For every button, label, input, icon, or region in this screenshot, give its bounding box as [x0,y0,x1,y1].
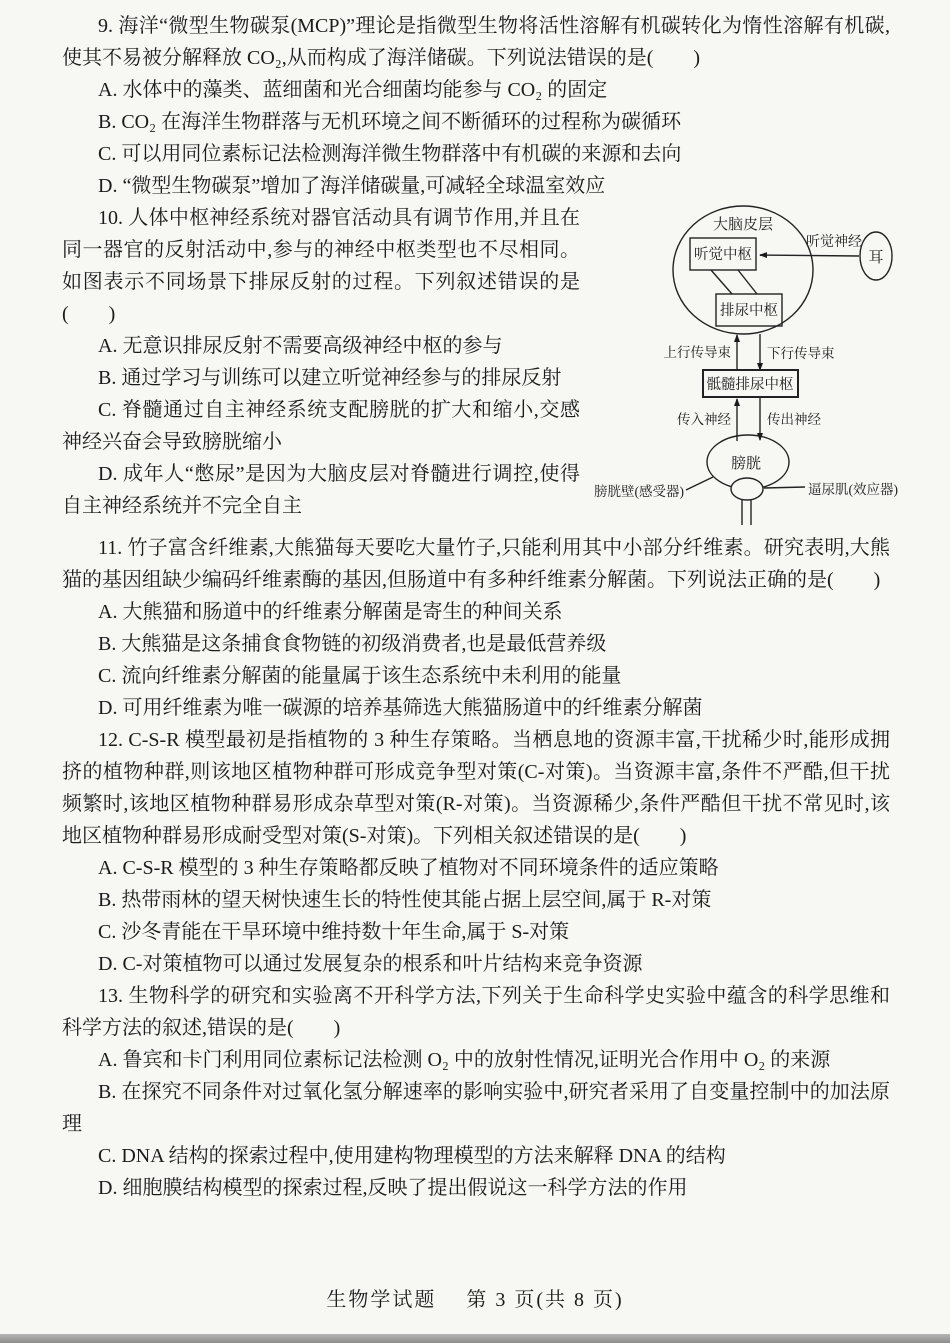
sacral-center-label: 骶髓排尿中枢 [706,377,794,393]
question-11-option-a: A. 大熊猫和肠道中的纤维素分解菌是寄生的种间关系 [98,601,563,623]
footer-page-number: 第 3 页(共 8 页) [466,1289,624,1311]
question-12-option-d: D. C-对策植物可以通过发展复杂的根系和叶片结构来竞争资源 [98,953,643,975]
question-13-option-d: D. 细胞膜结构模型的探索过程,反映了提出假说这一科学方法的作用 [98,1177,688,1199]
question-12-option-c: C. 沙冬青能在干旱环境中维持数十年生命,属于 S-对策 [98,921,570,943]
effector-leader-line [764,487,805,488]
question-11-stem: 11. 竹子富含纤维素,大熊猫每天要吃大量竹子,只能利用其中小部分纤维素。研究表明,大熊猫的基因组缺少编码纤维素酶的基因,但肠道中有多种纤维素分解菌。下列说法正确的是( ) [62,537,890,591]
urination-reflex-diagram [590,198,948,530]
bladder-wall-receptor-label: 膀胱壁(感受器) [594,484,684,499]
afferent-nerve-label: 传入神经 [677,412,731,427]
ear-label: 耳 [868,250,884,266]
auditory-center-label: 听觉中枢 [694,247,752,263]
question-12-option-b: B. 热带雨林的望天树快速生长的特性使其能占据上层空间,属于 R-对策 [98,889,712,911]
question-10 [62,202,898,522]
question-12-stem: 12. C-S-R 模型最初是指植物的 3 种生存策略。当栖息地的资源丰富,干扰稀少时,能形成拥挤的植物种群,则该地区植物种群可形成竞争型对策(C-对策)。当资源丰富,条件不严酷,但干扰频繁时,该地区植物种群易形成杂草型对策(R-对策)。当资源稀少,条件严酷但干扰不常见时,该地区植物种群易形成耐受型对策(S-对策)。下列相关叙述错误的是( ) [62,729,890,847]
question-11-option-d: D. 可用纤维素为唯一碳源的培养基筛选大熊猫肠道中的纤维素分解菌 [98,697,703,719]
question-10-stem: 10. 人体中枢神经系统对器官活动具有调节作用,并且在同一器官的反射活动中,参与的神经中枢类型也不尽相同。如图表示不同场景下排尿反射的过程。下列叙述错误的是( ) [62,207,580,325]
center-link-line-2 [738,270,757,294]
cerebral-cortex-label: 大脑皮层 [712,217,774,233]
question-12 [62,724,890,980]
question-13 [62,980,890,1204]
question-13-option-c: C. DNA 结构的探索过程中,使用建构物理模型的方法来解释 DNA 的结构 [98,1145,726,1167]
question-11-option-c: C. 流向纤维素分解菌的能量属于该生态系统中未利用的能量 [98,665,622,687]
question-9 [62,10,890,202]
question-9-option-b: B. CO₂ 在海洋生物群落与无机环境之间不断循环的过程称为碳循环 [98,111,682,133]
question-13-stem: 13. 生物科学的研究和实验离不开科学方法,下列关于生命科学史实验中蕴含的科学思维和科学方法的叙述,错误的是( ) [62,985,890,1039]
question-10-option-c: C. 脊髓通过自主神经系统支配膀胱的扩大和缩小,交感神经兴奋会导致膀胱缩小 [62,399,580,453]
bladder-neck-circle [731,478,763,500]
question-9-option-a: A. 水体中的藻类、蓝细菌和光合细菌均能参与 CO₂ 的固定 [98,79,608,101]
question-10-option-d: D. 成年人“憋尿”是因为大脑皮层对脊髓进行调控,使得自主神经系统并不完全自主 [62,463,580,517]
question-11 [62,532,890,724]
ascending-tract-label: 上行传导束 [663,345,731,360]
question-9-option-d: D. “微型生物碳泵”增加了海洋储碳量,可减轻全球温室效应 [98,175,606,197]
question-9-option-c: C. 可以用同位素标记法检测海洋微生物群落中有机碳的来源和去向 [98,143,682,165]
bladder-label: 膀胱 [730,456,762,472]
receptor-leader-line [686,477,713,490]
question-12-option-a: A. C-S-R 模型的 3 种生存策略都反映了植物对不同环境条件的适应策略 [98,857,719,879]
footer-doc-title: 生物学试题 [326,1289,437,1311]
question-13-option-b: B. 在探究不同条件对过氧化氢分解速率的影响实验中,研究者采用了自变量控制中的加法原理 [62,1081,890,1135]
auditory-nerve-arrow [760,255,859,256]
detrusor-effector-label: 逼尿肌(效应器) [808,482,898,497]
center-link-line-1 [711,270,732,294]
scan-edge-bar [0,1334,950,1343]
auditory-nerve-label: 听觉神经 [806,235,862,250]
question-13-option-a: A. 鲁宾和卡门利用同位素标记法检测 O₂ 中的放射性情况,证明光合作用中 O₂ 的来源 [98,1049,831,1071]
question-9-stem: 9. 海洋“微型生物碳泵(MCP)”理论是指微型生物将活性溶解有机碳转化为惰性溶解有机碳,使其不易被分解释放 CO₂,从而构成了海洋储碳。下列说法错误的是( ) [62,15,890,69]
question-10-option-a: A. 无意识排尿反射不需要高级神经中枢的参与 [98,335,503,357]
reflex-diagram-svg [590,198,948,530]
efferent-nerve-label: 传出神经 [767,412,821,427]
question-10-option-b: B. 通过学习与训练可以建立听觉神经参与的排尿反射 [98,367,562,389]
page-footer [0,1283,950,1312]
descending-tract-label: 下行传导束 [767,346,835,361]
exam-content [62,10,898,1204]
urination-center-label: 排尿中枢 [720,303,778,319]
question-11-option-b: B. 大熊猫是这条捕食食物链的初级消费者,也是最低营养级 [98,633,607,655]
